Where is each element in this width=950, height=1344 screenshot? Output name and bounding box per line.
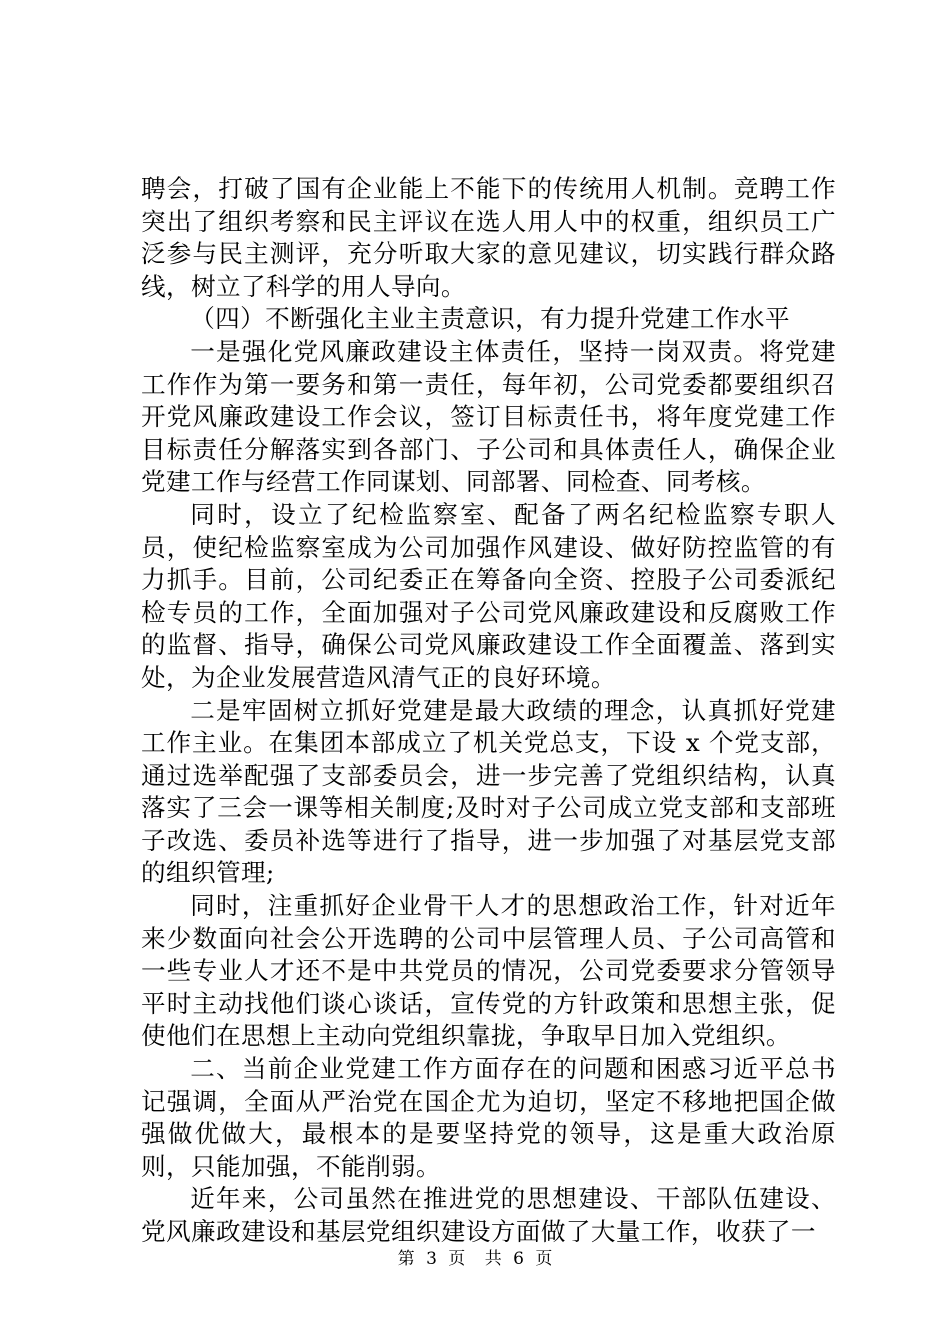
paragraph-8: 近年来，公司虽然在推进党的思想建设、干部队伍建设、党风廉政建设和基层党组织建设方面做了大量工作，收获了一 <box>141 1184 836 1246</box>
paragraph-6: 同时，注重抓好企业骨干人才的思想政治工作，针对近年来少数面向社会公开选聘的公司中层管理人员、子公司高管和一些专业人才还不是中共党员的情况，公司党委要求分管领导平时主动找他们谈心谈话，宣传党的方针政策和思想主张，促使他们在思想上主动向党组织靠拢，争取早日加入党组织。 <box>141 891 836 1051</box>
body-text <box>141 173 836 1249</box>
paragraph-5: 二是牢固树立抓好党建是最大政绩的理念，认真抓好党建工作主业。在集团本部成立了机关党总支，下设 x 个党支部，通过选举配强了支部委员会，进一步完善了党组织结构，认真落实了三会一课等相关制度;及时对子公司成立党支部和支部班子改选、委员补选等进行了指导，进一步加强了对基层党支部的组织管理; <box>141 695 836 888</box>
paragraph-4: 同时，设立了纪检监察室、配备了两名纪检监察专职人员，使纪检监察室成为公司加强作风建设、做好防控监管的有力抓手。目前，公司纪委正在筹备向全资、控股子公司委派纪检专员的工作，全面加强对子公司党风廉政建设和反腐败工作的监督、指导，确保公司党风廉政建设工作全面覆盖、落到实处，为企业发展营造风清气正的良好环境。 <box>141 499 836 692</box>
paragraph-3: 一是强化党风廉政建设主体责任，坚持一岗双责。将党建工作作为第一要务和第一责任，每年初，公司党委都要组织召开党风廉政建设工作会议，签订目标责任书，将年度党建工作目标责任分解落实到各部门、子公司和具体责任人，确保企业党建工作与经营工作同谋划、同部署、同检查、同考核。 <box>141 336 836 497</box>
paragraph-1: 聘会，打破了国有企业能上不能下的传统用人机制。竞聘工作突出了组织考察和民主评议在选人用人中的权重，组织员工广泛参与民主测评，充分听取大家的意见建议，切实践行群众路线，树立了科学的用人导向。 <box>141 174 836 301</box>
page-footer <box>0 1244 950 1269</box>
page-total: 共 6 页 <box>484 1249 553 1269</box>
section-heading-4: （四）不断强化主业主责意识，有力提升党建工作水平 <box>190 304 791 334</box>
paragraph-7: 二、当前企业党建工作方面存在的问题和困惑习近平总书记强调，全面从严治党在国企尤为迫切，坚定不移地把国企做强做优做大，最根本的是要坚持党的领导，这是重大政治原则，只能加强，不能削弱。 <box>141 1054 836 1181</box>
page-number: 第 3 页 <box>397 1249 466 1269</box>
